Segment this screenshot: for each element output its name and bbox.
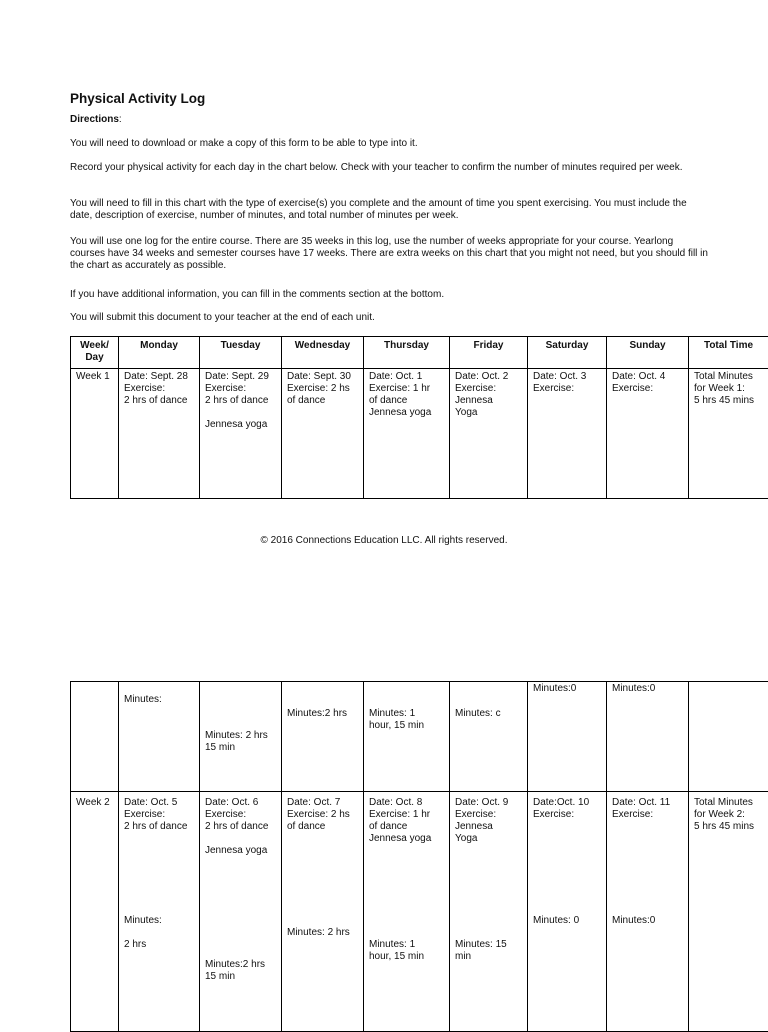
week-1-minutes-row [71,682,768,792]
cell-minutes: Minutes: 15 min [455,939,522,963]
cell-text: Date: Oct. 4 Exercise: [612,371,683,395]
cell-text: Minutes: c [455,708,522,720]
paragraph-3: You will need to fill in this chart with the type of exercise(s) you complete and the amount of time you spent exercising. You must include the date, description of exercise, number of minutes, and total number of minutes per week. [70,198,710,222]
cell-text: Date: Oct. 9 Exercise: Jennesa Yoga [455,797,522,845]
week-1-saturday-minutes [528,682,607,792]
cell-extra: Jennesa yoga [205,419,276,431]
week-1-monday [119,369,200,499]
header-monday: Monday [119,337,200,369]
paragraph-6: You will submit this document to your teacher at the end of each unit. [70,312,710,324]
copyright-footer: © 2016 Connections Education LLC. All rights reserved. [0,535,768,546]
cell-minutes: Minutes: 1 hour, 15 min [369,939,444,963]
cell-text: Date: Oct. 7 Exercise: 2 hs of dance [287,797,358,833]
week-1-row [71,369,768,499]
activity-log-table-2 [70,681,768,1032]
cell-minutes-value: 2 hrs [124,939,194,951]
header-row [71,337,768,369]
cell-text: Date: Sept. 30 Exercise: 2 hs of dance [287,371,358,407]
header-total-time: Total Time [689,337,768,369]
activity-log-table-1 [70,336,768,499]
week-1-total-minutes [689,682,768,792]
week-1-monday-minutes [119,682,200,792]
week-1-friday [450,369,528,499]
cell-text: Total Minutes for Week 2: 5 hrs 45 mins [694,797,763,833]
cell-minutes-label: Minutes: [124,915,194,927]
header-sunday: Sunday [607,337,689,369]
cell-minutes: Minutes:0 [612,915,683,927]
cell-text: Date: Oct. 8 Exercise: 1 hr of dance Jennesa yoga [369,797,444,845]
cell-text: Minutes:2 hrs [287,708,358,720]
header-saturday: Saturday [528,337,607,369]
header-thursday: Thursday [364,337,450,369]
directions-label: Directions [70,114,119,125]
cell-text: Date: Oct. 1 Exercise: 1 hr of dance Jennesa yoga [369,371,444,419]
week-1-tuesday-minutes [200,682,282,792]
header-week-day: Week/ Day [71,337,119,369]
cell-text: Date: Oct. 5 Exercise: 2 hrs of dance [124,797,194,833]
week-1-friday-minutes [450,682,528,792]
cell-text: Date: Oct. 6 Exercise: 2 hrs of dance [205,797,276,833]
week-2-thursday [364,792,450,1032]
directions-heading [70,114,122,125]
week-1-total [689,369,768,499]
cell-text: Minutes:0 [533,683,601,695]
cell-minutes: Minutes: 0 [533,915,601,927]
paragraph-1: You will need to download or make a copy of this form to be able to type into it. [70,138,710,150]
cell-text: Date: Oct. 2 Exercise: Jennesa Yoga [455,371,522,419]
week-1-thursday [364,369,450,499]
week-2-friday [450,792,528,1032]
week-1-wednesday-minutes [282,682,364,792]
paragraph-2: Record your physical activity for each day in the chart below. Check with your teacher to confirm the number of minutes required per week. [70,162,710,174]
cell-text: Minutes: 2 hrs 15 min [205,730,276,754]
cell-minutes: Minutes: 2 hrs [287,927,358,939]
cell-text: Date: Oct. 11 Exercise: [612,797,683,821]
week-2-sunday [607,792,689,1032]
week-2-row [71,792,768,1032]
week-1-tuesday [200,369,282,499]
week-1-minutes-label-cell [71,682,119,792]
header-wednesday: Wednesday [282,337,364,369]
paragraph-5: If you have additional information, you can fill in the comments section at the bottom. [70,289,710,301]
cell-text: Date: Oct. 3 Exercise: [533,371,601,395]
week-1-label: Week 1 [71,369,119,499]
week-1-thursday-minutes [364,682,450,792]
week-2-tuesday [200,792,282,1032]
cell-extra: Jennesa yoga [205,845,276,857]
directions-colon: : [119,114,122,125]
week-1-sunday-minutes [607,682,689,792]
header-friday: Friday [450,337,528,369]
page-title: Physical Activity Log [70,91,205,106]
cell-text: Minutes: [124,694,194,706]
cell-text: Date: Sept. 28 Exercise: 2 hrs of dance [124,371,194,407]
cell-text: Minutes:0 [612,683,683,695]
week-1-sunday [607,369,689,499]
paragraph-4: You will use one log for the entire course. There are 35 weeks in this log, use the number of weeks appropriate for your course. Yearlong courses have 34 weeks and semester courses have 17 weeks. There are extra weeks on this chart that you might not need, but you should fill in the chart as accurately as possible. [70,236,710,272]
header-tuesday: Tuesday [200,337,282,369]
week-2-saturday [528,792,607,1032]
week-1-saturday [528,369,607,499]
week-2-label: Week 2 [71,792,119,1032]
cell-text: Date: Sept. 29 Exercise: 2 hrs of dance [205,371,276,407]
cell-text: Minutes: 1 hour, 15 min [369,708,444,732]
week-2-total [689,792,768,1032]
week-2-monday [119,792,200,1032]
cell-text: Total Minutes for Week 1: 5 hrs 45 mins [694,371,763,407]
week-2-wednesday [282,792,364,1032]
cell-minutes: Minutes:2 hrs 15 min [205,959,276,983]
week-1-wednesday [282,369,364,499]
cell-text: Date:Oct. 10 Exercise: [533,797,601,821]
